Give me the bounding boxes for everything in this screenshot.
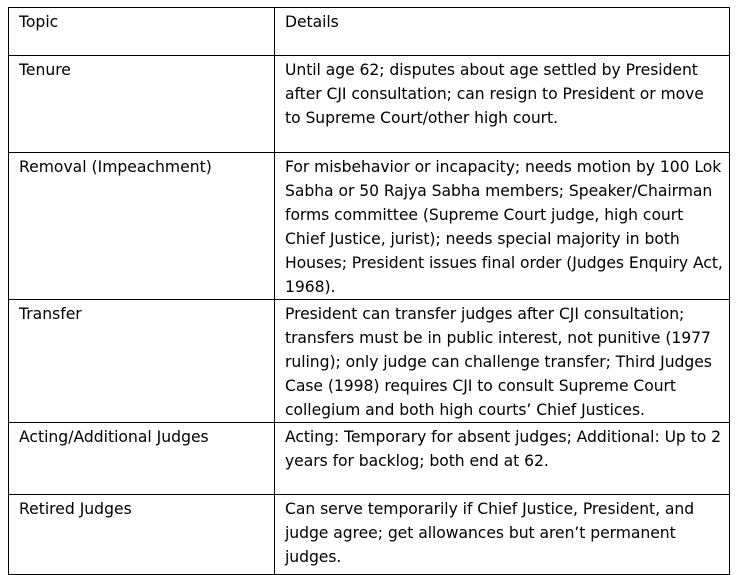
details-cell: Until age 62; disputes about age settled by President after CJI consultation; can resign to President or move to Supreme Court/other high court. xyxy=(275,56,730,153)
topic-cell: Tenure xyxy=(9,56,275,153)
table-header-row xyxy=(9,8,730,56)
details-cell: Acting: Temporary for absent judges; Additional: Up to 2 years for backlog; both end at 62. xyxy=(275,423,730,495)
table-row xyxy=(9,153,730,300)
header-details: Details xyxy=(275,8,730,56)
details-cell: For misbehavior or incapacity; needs motion by 100 Lok Sabha or 50 Rajya Sabha members; Speaker/Chairman forms committee (Supreme Court judge, high court Chief Justice, jurist); needs special majority in both Houses; President issues final order (Judges Enquiry Act, 1968). xyxy=(275,153,730,300)
table-row xyxy=(9,300,730,423)
table-row xyxy=(9,56,730,153)
topic-cell: Removal (Impeachment) xyxy=(9,153,275,300)
topic-cell: Acting/Additional Judges xyxy=(9,423,275,495)
topic-cell: Retired Judges xyxy=(9,495,275,575)
details-cell: President can transfer judges after CJI consultation; transfers must be in public interest, not punitive (1977 ruling); only judge can challenge transfer; Third Judges Case (1998) requires CJI to consult Supreme Court collegium and both high courts’ Chief Justices. xyxy=(275,300,730,423)
details-cell: Can serve temporarily if Chief Justice, President, and judge agree; get allowances but aren’t permanent judges. xyxy=(275,495,730,575)
table-row xyxy=(9,423,730,495)
info-table xyxy=(8,7,730,575)
table-row xyxy=(9,495,730,575)
topic-cell: Transfer xyxy=(9,300,275,423)
header-topic: Topic xyxy=(9,8,275,56)
